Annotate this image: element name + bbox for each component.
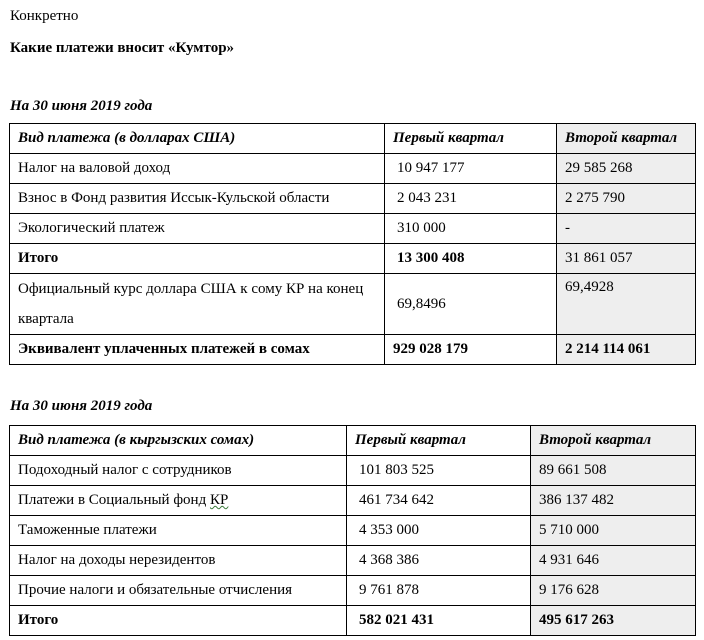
q2-value: 5 710 000	[531, 516, 696, 546]
q1-value: 13 300 408	[385, 244, 557, 274]
column-header-q2: Второй квартал	[557, 124, 696, 154]
q2-value: 89 661 508	[531, 456, 696, 486]
rubric-label: Конкретно	[10, 8, 79, 24]
q1-value: 582 021 431	[347, 606, 531, 636]
column-header-q1: Первый квартал	[385, 124, 557, 154]
table-row	[10, 274, 696, 335]
column-header-payment-type: Вид платежа (в долларах США)	[10, 124, 385, 154]
q2-value: 4 931 646	[531, 546, 696, 576]
row-label: Прочие налоги и обязательные отчисления	[10, 576, 347, 606]
q1-value: 10 947 177	[385, 154, 557, 184]
q2-value: 386 137 482	[531, 486, 696, 516]
table-row	[10, 184, 696, 214]
table-row	[10, 516, 696, 546]
row-label-main: Платежи в Социальный фонд	[18, 492, 210, 508]
payments-som-table	[9, 425, 696, 636]
row-label: Подоходный налог с сотрудников	[10, 456, 347, 486]
column-header-q2: Второй квартал	[531, 426, 696, 456]
total-row	[10, 606, 696, 636]
row-label: Итого	[10, 606, 347, 636]
q1-value: 4 368 386	[347, 546, 531, 576]
table-header-row	[10, 426, 696, 456]
q2-value: 2 214 114 061	[557, 335, 696, 365]
table-row	[10, 154, 696, 184]
q1-value: 461 734 642	[347, 486, 531, 516]
column-header-payment-type: Вид платежа (в кыргызских сомах)	[10, 426, 347, 456]
row-label	[10, 486, 347, 516]
q1-value: 4 353 000	[347, 516, 531, 546]
q1-value: 9 761 878	[347, 576, 531, 606]
row-label: Эквивалент уплаченных платежей в сомах	[10, 335, 385, 365]
table1-date-caption: На 30 июня 2019 года	[10, 98, 153, 114]
row-label: Налог на доходы нерезидентов	[10, 546, 347, 576]
total-row	[10, 244, 696, 274]
table-row	[10, 214, 696, 244]
page-title: Какие платежи вносит «Кумтор»	[10, 40, 235, 56]
q2-value: 9 176 628	[531, 576, 696, 606]
row-label: Итого	[10, 244, 385, 274]
q2-value: 31 861 057	[557, 244, 696, 274]
column-header-q1: Первый квартал	[347, 426, 531, 456]
table2-date-caption: На 30 июня 2019 года	[10, 398, 153, 414]
q2-value: 69,4928	[557, 274, 696, 335]
row-label-abbrev: КР	[209, 492, 229, 508]
q2-value: 495 617 263	[531, 606, 696, 636]
q2-value: 2 275 790	[557, 184, 696, 214]
row-label: Экологический платеж	[10, 214, 385, 244]
q2-value: 29 585 268	[557, 154, 696, 184]
q2-value: -	[557, 214, 696, 244]
table-row	[10, 486, 696, 516]
table-header-row	[10, 124, 696, 154]
row-label: Таможенные платежи	[10, 516, 347, 546]
q1-value: 2 043 231	[385, 184, 557, 214]
q1-value: 101 803 525	[347, 456, 531, 486]
table-row	[10, 546, 696, 576]
total-row	[10, 335, 696, 365]
row-label: Официальный курс доллара США к сому КР на конец квартала	[10, 274, 385, 335]
table-row	[10, 576, 696, 606]
row-label: Взнос в Фонд развития Иссык-Кульской области	[10, 184, 385, 214]
q1-value: 69,8496	[385, 274, 557, 335]
payments-usd-table	[9, 123, 696, 365]
table-row	[10, 456, 696, 486]
q1-value: 310 000	[385, 214, 557, 244]
row-label: Налог на валовой доход	[10, 154, 385, 184]
q1-value: 929 028 179	[385, 335, 557, 365]
